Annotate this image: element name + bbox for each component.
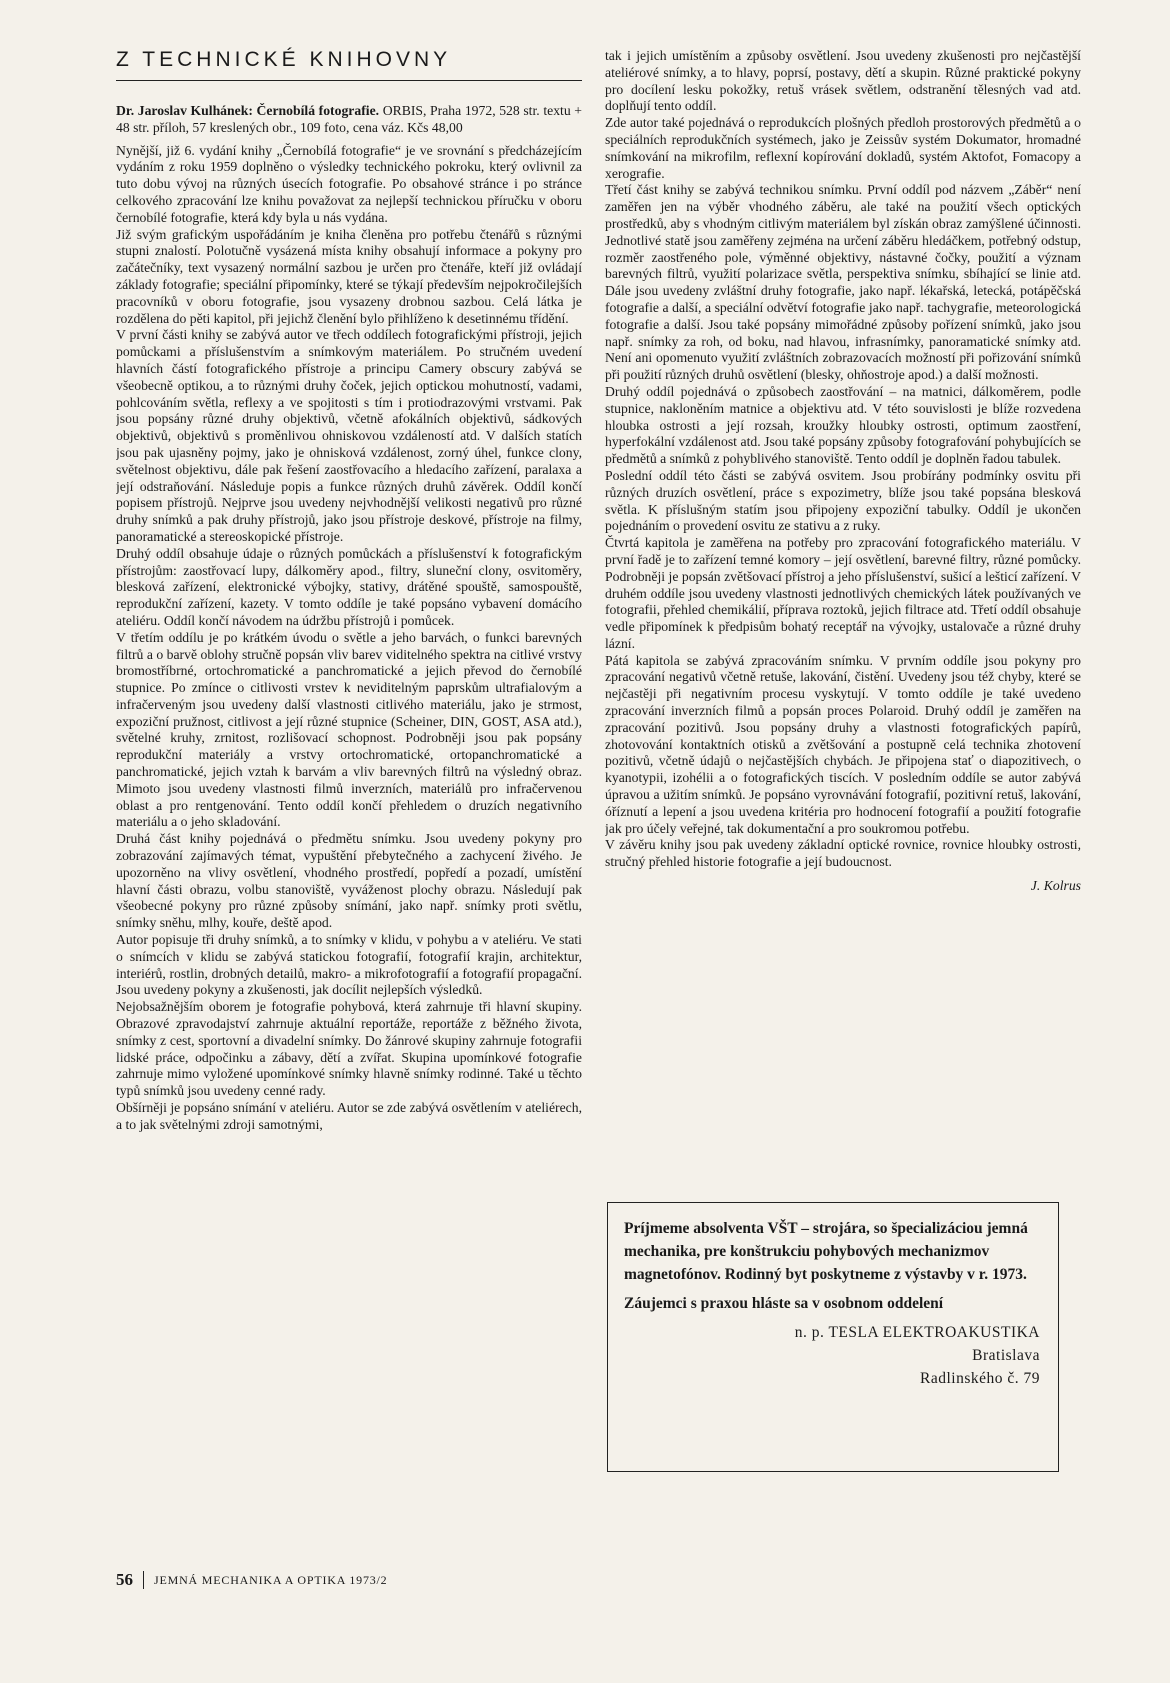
paragraph: Druhý oddíl obsahuje údaje o různých pomůckách a příslušenství k fotografickým přístrojům: zaostřovací lupy, dálkoměry apod., filtry, sluneční clony, osvitoměry, blesková zařízení, elektronické výbojky, stativy, drátěné spouště, samospouště, reprodukční zařízení, kazety. V tomto oddíle je také popsáno vybavení domácího ateliéru. Oddíl končí návodem na údržbu přístrojů i pomůcek. [116,545,582,628]
paragraph: Druhá část knihy pojednává o předmětu snímku. Jsou uvedeny pokyny pro zobrazování zajímavých témat, vypuštění přebytečného a zachycení živého. Je upozorněno na vlivy osvětlení, vhodného prostředí, popředí a pozadí, umístění hlavní části obrazu, volbu stanoviště, vyváženost plochy obrazu. Následují pak všeobecné pokyny pro různé způsoby snímání, jako např. snímky proti světlu, snímky sněhu, mlhy, kouře, deště apod. [116,831,582,931]
page-number: 56 [116,1570,133,1589]
paragraph: V třetím oddílu je po krátkém úvodu o světle a jeho barvách, o funkci barevných filtrů a o barvě oblohy stručně popsán vliv barev viditelného spektra na citlivé vrstvy bromostříbrné, ortochromatické a panchromatické a jejich převod do černobílé stupnice. Po zmínce o citlivosti vrstev k neviditelným paprskům ultrafialovým a infračerveným jsou uvedeny další vlastnosti citlivého materiálu, jako je strmost, expoziční pružnost, citlivost a její různé stupnice (Scheiner, DIN, GOST, ASA atd.), světelné kruhy, zrnitost, rozlišovací schopnost. Podrobněji jsou pak popsány reprodukční materiály a vrstvy ortochromatické, ortopanchromatické a panchromatické, jejich vztah k barvám a vliv barevných filtrů na výsledný obraz. Mimoto jsou uvedeny vlastnosti filmů inverzních, materiálů pro infračervenou oblast a pro rentgenování. Tento oddíl končí přehledem o druzích negativního materiálu a o jeho skladování. [116,629,582,830]
left-column [116,0,582,1683]
paragraph: Nynější, již 6. vydání knihy „Černobílá fotografie“ je ve srovnání s předcházejícím vydáním z roku 1959 doplněno o výsledky technického pokroku, který ovlivnil za tuto dobu vývoj na různých úsecích fotografie. Po obsahové stránce i po stránce celkového zpracování lze knihu považovat za nejlepší technickou příručku v oboru černobílé fotografie, která kdy byla u nás vydána. [116,142,582,225]
ad-contact-text: Záujemci s praxou hláste sa v osobnom oddelení [624,1295,944,1312]
section-heading: Z TECHNICKÉ KNIHOVNY [116,48,582,81]
ad-company-city: Bratislava [972,1347,1040,1364]
paragraph: Obšírněji je popsáno snímání v ateliéru. Autor se zde zabývá osvětlením v ateliérech, a to jak světelnými zdroji samotnými, [116,1100,582,1132]
ad-main-text: Príjmeme absolventa VŠT – strojára, so špecializáciou jemná mechanika, pre konštrukciu pohybových mechanizmov magnetofónov. Rodinný byt poskytneme z výstavby v r. 1973. [624,1220,1028,1283]
journal-name: JEMNÁ MECHANIKA A OPTIKA 1973/2 [154,1572,388,1587]
paragraph: Pátá kapitola se zabývá zpracováním snímku. V prvním oddíle jsou pokyny pro zpracování negativů včetně retuše, lakování, čistění. Uvedeny jsou též chyby, které se nejčastěji při negativním procesu vyskytují. V tomto oddíle je také uvedeno zpracování inverzních filmů a popsán proces Polaroid. Druhý oddíl je zaměřen na zpracování pozitivů. Jsou popsány druhy a vlastnosti fotografických papírů, zhotovování kontaktních otisků a zvětšování a postupně celá technika zhotovení pozitivů, včetně údajů o nejčastějších chybách. Je připojena stať o diapozitivech, o kyanotypii, izohélii a o fotografických tiscích. V posledním oddíle se autor zabývá úpravou a užitím snímků. Je popsáno vyrovnávání fotografií, pozitivní retuš, lakování, óříznutí a lepení a jsou uvedena kritéria pro hodnocení fotografií a použití fotografie jak pro účely veřejné, tak dokumentační a pro soukromou potřebu. [605,652,1081,836]
paragraph: Druhý oddíl pojednává o způsobech zaostřování – na matnici, dálkoměrem, podle stupnice, nakloněním matnice a objektivu atd. V této souvislosti je blíže rozvedena hloubka ostrosti a její rozsah, kroužky hloubky ostrosti, optimum zaostření, hyperfokální vzdálenost atd. Jsou také popsány způsoby fotografování pohybujících se předmětů a snímků z pohyblivého stanoviště. Tento oddíl je doplněn řadou tabulek. [605,383,1081,467]
page-footer [116,1570,387,1590]
paragraph: Autor popisuje tři druhy snímků, a to snímky v klidu, v pohybu a v ateliéru. Ve stati o snímcích v klidu se zabývá statickou fotografií, fotografií krajin, architektur, interiérů, rostlin, drobných detailů, makro- a mikrofotografií a fotografií propagační. Jsou uvedeny pokyny a zkušenosti, jak docílit nejlepších výsledků. [116,932,582,998]
book-details: ORBIS, Praha 1972, 528 str. textu + 48 str. příloh, 57 kreslených obr., 109 foto, cena váz. Kčs 48,00 [116,103,582,135]
review-signature: J. Kolrus [1030,878,1081,894]
footer-divider [143,1571,144,1589]
paragraph: V závěru knihy jsou pak uvedeny základní optické rovnice, rovnice hloubky ostrosti, stručný přehled historie fotografie a její budoucnost. [605,837,1081,870]
ad-company-name: n. p. TESLA ELEKTROAKUSTIKA [794,1324,1040,1341]
paragraph: Čtvrtá kapitola je zaměřena na potřeby pro zpracování fotografického materiálu. V první řadě je to zařízení temné komory – její osvětlení, barevné filtry, různé pomůcky. Podrobněji je popsán zvětšovací přístroj a jeho příslušenství, sušicí a lešticí zařízení. V druhém oddíle jsou uvedeny vlastnosti jednotlivých chemických látek používaných ve fotografii, přehled chemikálií, příprava roztoků, jejich filtrace atd. Třetí oddíl obsahuje vedle připomínek k předpisům bohatý receptář na vývojky, ustalovače a různé druhy lázní. [605,535,1081,651]
paragraph: Třetí část knihy se zabývá technikou snímku. První oddíl pod názvem „Záběr“ není zaměřen jen na výběr vhodného záběru, ale také na použití všech optických prostředků, aby s vhodným citlivým materiálem byl získán obraz zamýšlené účinnosti. Jednotlivé statě jsou zaměřeny zejména na určení záběru hledáčkem, potřebný odstup, rozměr zaostřeného pole, výměnné objektivy, nástavné čočky, použití a význam barevných filtrů, využití polarizace světla, perspektiva snímku, sbíhající se linie atd. Dále jsou uvedeny zvláštní druhy fotografie, jako např. lékařská, letecká, potápěčská fotografie a další, a speciální odvětví fotografie jako např. tachygrafie, meteorologická fotografie a další. Jsou také popsány mimořádné způsoby pořízení snímků, jako jsou např. snímky za roh, od boku, nad hlavou, infrasnímky, panoramatické snímky atd. Není ani opomenuto využití zvláštních zobrazovacích možností při pořizování snímků při použití různých druhů osvětlení (blesky, ohňostroje apod.) a další možnosti. [605,182,1081,383]
paragraph: tak i jejich umístěním a způsoby osvětlení. Jsou uvedeny zkušenosti pro nejčastější ateliérové snímky, a to hlavy, poprsí, postavy, dětí a skupin. Různé praktické pokyny pro docílení lesku pokožky, retuš vrásek světlem, odstranění tělesných vad atd. doplňují tento oddíl. [605,48,1081,114]
paragraph: Nejobsažnějším oborem je fotografie pohybová, která zahrnuje tři hlavní skupiny. Obrazové zpravodajství zahrnuje aktuální reportáže, reportáže z běžného života, snímky z cest, sportovní a divadelní snímky. Do žánrové skupiny zahrnuje fotografii lidské práce, odpočinku a zábavy, dětí a zvířat. Skupina upomínkové fotografie zahrnuje mimo vyložené upomínkové snímky hlavně snímky rodinné. Také u těchto typů snímků jsou uvedeny cenné rady. [116,999,582,1099]
ad-company-address: Radlinského č. 79 [920,1370,1040,1387]
book-author-title: Dr. Jaroslav Kulhánek: Černobílá fotografie. [116,103,380,118]
paragraph: Již svým grafickým uspořádáním je kniha členěna pro potřebu čtenářů s různými stupni znalostí. Polotučně vysázená místa knihy obsahují informace a pokyny pro začátečníky, text vysazený normální sazbou je určen pro čtenáře, kteří již ovládají základy fotografie; speciální připomínky, které se týkají především nejpokročilejších pracovníků v oboru fotografie, jsou vysazeny drobnou sazbou. Celá látka je rozdělena do pěti kapitol, při jejichž členění bylo přihlíženo k desetinnému třídění. [116,226,582,326]
paragraph: Zde autor také pojednává o reprodukcích plošných předloh prostorových předmětů a o speciálních reprodukčních systémech, jako je Zeissův systém Dokumator, hromadné snímkování na mikrofilm, reflexní kopírování dokladů, systém Aktofot, Fomacopy a xerografie. [605,115,1081,181]
bibliographic-entry [116,103,582,137]
paragraph: Poslední oddíl této části se zabývá osvitem. Jsou probírány podmínky osvitu při různých druzích osvětlení, práce s expozimetry, blíže jsou také popsána blesková světla. K příslušným statím jsou připojeny expoziční tabulky. Oddíl je ukončen pojednáním o provedení osvitu ze stativu a z ruky. [605,467,1081,534]
job-advertisement [607,1202,1059,1472]
paragraph: V první části knihy se zabývá autor ve třech oddílech fotografickými přístroji, jejich pomůckami a příslušenstvím a snímkovým materiálem. Po stručném uvedení hlavních částí fotografického přístroje a principu Camery obscury zabývá se všeobecně optikou, a to různými druhy čoček, jejich optickou mohutností, vadami, pohlcováním světla, reflexy a ve spojitosti s tím i protiodrazovými vrstvami. Pak jsou popsány různé druhy objektivů, včetně afokálních objektivů, sádkových objektivů, objektivů s proměnlivou ohniskovou vzdáleností atd. V dalších statích jsou pak ujasněny pojmy, jako je ohnisková vzdálenost, zorný úhel, funkce clony, světelnost objektivu, dále pak řešení zaostřovacího a hledacího zařízení, paralaxa a její odstraňování. Následuje popis a funkce různých druhů závěrek. Oddíl končí popisem přístrojů. Nejprve jsou uvedeny nejvhodnější velikosti negativů pro různé druhy snímků a pak druhy přístrojů, jako jsou přístroje deskové, přístroje na filmy, panoramatické a stereoskopické přístroje. [116,327,582,544]
